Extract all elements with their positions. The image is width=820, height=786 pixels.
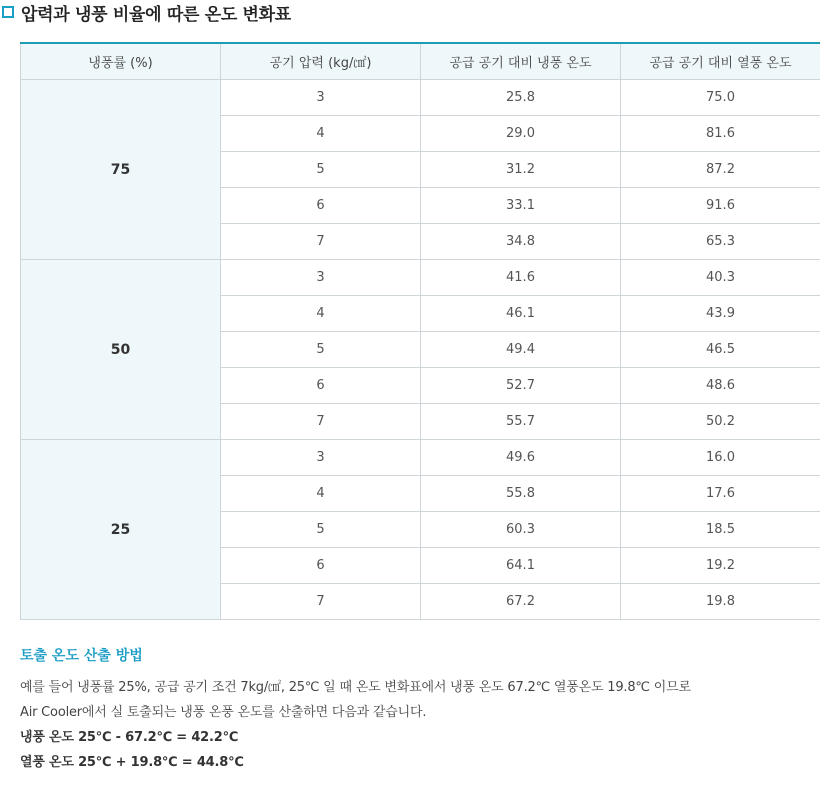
hot-temp-cell: 75.0 — [621, 80, 820, 116]
title-row — [0, 0, 291, 24]
cold-temp-cell: 46.1 — [421, 296, 621, 332]
pressure-cell: 6 — [221, 548, 421, 584]
header-cooling-rate: 냉풍률 (%) — [21, 43, 221, 80]
cold-temp-cell: 64.1 — [421, 548, 621, 584]
cold-temp-cell: 55.8 — [421, 476, 621, 512]
header-hot-air-temp: 공급 공기 대비 열풍 온도 — [621, 43, 820, 80]
hot-temp-cell: 19.2 — [621, 548, 820, 584]
page-title: 압력과 냉풍 비율에 따른 온도 변화표 — [21, 4, 291, 25]
pressure-cell: 7 — [221, 584, 421, 620]
table-row — [21, 440, 820, 476]
cooling-rate-cell: 25 — [21, 440, 221, 620]
cooling-rate-cell: 50 — [21, 260, 221, 440]
pressure-cell: 7 — [221, 404, 421, 440]
hot-temp-cell: 50.2 — [621, 404, 820, 440]
hot-temp-cell: 43.9 — [621, 296, 820, 332]
cold-temp-cell: 55.7 — [421, 404, 621, 440]
pressure-cell: 5 — [221, 332, 421, 368]
hot-temp-cell: 81.6 — [621, 116, 820, 152]
cold-temp-cell: 60.3 — [421, 512, 621, 548]
method-description-line-2: Air Cooler에서 실 토출되는 냉풍 온풍 온도를 산출하면 다음과 같습니다. — [20, 705, 427, 720]
cold-temp-cell: 29.0 — [421, 116, 621, 152]
pressure-cell: 3 — [221, 260, 421, 296]
pressure-cell: 4 — [221, 476, 421, 512]
cold-temp-cell: 41.6 — [421, 260, 621, 296]
temperature-table — [20, 42, 820, 620]
hot-temp-cell: 40.3 — [621, 260, 820, 296]
cold-temp-cell: 33.1 — [421, 188, 621, 224]
header-air-pressure: 공기 압력 (kg/㎠) — [221, 43, 421, 80]
pressure-cell: 4 — [221, 116, 421, 152]
pressure-cell: 3 — [221, 440, 421, 476]
pressure-cell: 6 — [221, 368, 421, 404]
table-row — [21, 260, 820, 296]
cold-temp-cell: 49.4 — [421, 332, 621, 368]
pressure-cell: 6 — [221, 188, 421, 224]
cold-temp-cell: 31.2 — [421, 152, 621, 188]
cold-temp-cell: 49.6 — [421, 440, 621, 476]
cold-temp-cell: 67.2 — [421, 584, 621, 620]
pressure-cell: 5 — [221, 512, 421, 548]
hot-temp-cell: 87.2 — [621, 152, 820, 188]
cooling-rate-cell: 75 — [21, 80, 221, 260]
hot-temp-cell: 91.6 — [621, 188, 820, 224]
pressure-cell: 5 — [221, 152, 421, 188]
hot-temp-cell: 48.6 — [621, 368, 820, 404]
cold-temp-cell: 34.8 — [421, 224, 621, 260]
hot-temp-cell: 46.5 — [621, 332, 820, 368]
cold-temp-cell: 52.7 — [421, 368, 621, 404]
square-bullet-icon — [2, 6, 14, 18]
method-description-line-1: 예를 들어 냉풍률 25%, 공급 공기 조건 7kg/㎠, 25℃ 일 때 온도 변화표에서 냉풍 온도 67.2℃ 열풍온도 19.8℃ 이므로 — [20, 680, 691, 695]
cold-temp-cell: 25.8 — [421, 80, 621, 116]
hot-temp-cell: 19.8 — [621, 584, 820, 620]
pressure-cell: 7 — [221, 224, 421, 260]
calculation-method-section — [20, 646, 820, 775]
hot-air-calculation: 열풍 온도 25℃ + 19.8℃ = 44.8℃ — [20, 755, 244, 770]
pressure-cell: 4 — [221, 296, 421, 332]
method-title: 토출 온도 산출 방법 — [20, 648, 143, 664]
pressure-cell: 3 — [221, 80, 421, 116]
table-header-row — [21, 43, 820, 80]
cold-air-calculation: 냉풍 온도 25℃ - 67.2℃ = 42.2℃ — [20, 730, 239, 745]
header-cold-air-temp: 공급 공기 대비 냉풍 온도 — [421, 43, 621, 80]
hot-temp-cell: 17.6 — [621, 476, 820, 512]
hot-temp-cell: 18.5 — [621, 512, 820, 548]
table-row — [21, 80, 820, 116]
hot-temp-cell: 16.0 — [621, 440, 820, 476]
hot-temp-cell: 65.3 — [621, 224, 820, 260]
